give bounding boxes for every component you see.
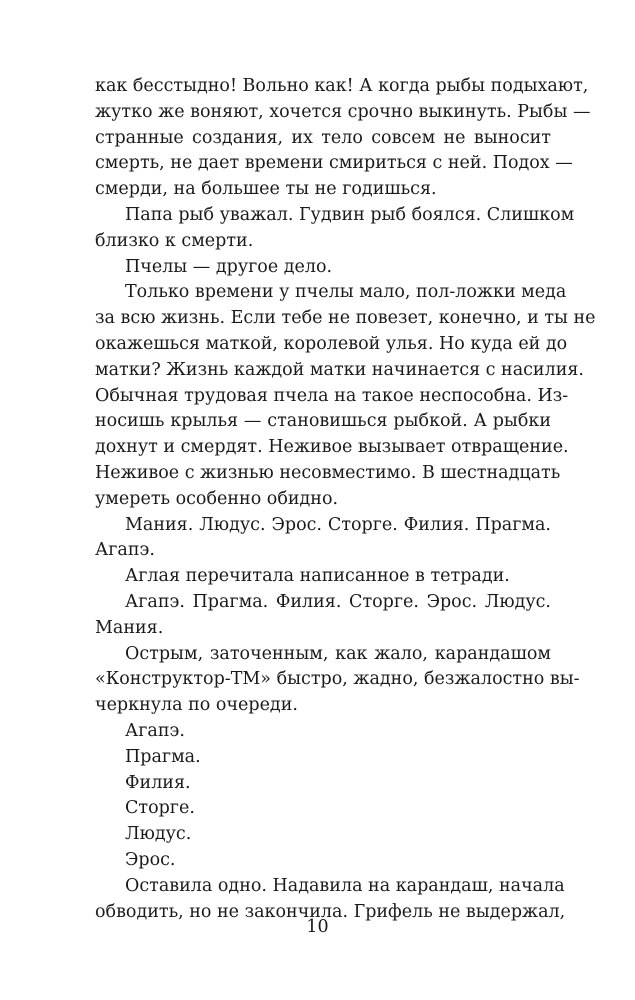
text-line: Агапэ. — [95, 540, 155, 561]
text-line: Аглая перечитала написанное в тетради. — [125, 566, 510, 587]
text-line: Агапэ. — [125, 720, 185, 741]
text-line: Прагма. — [125, 746, 201, 767]
text-line: окажешься маткой, королевой улья. Но куда ей до — [95, 333, 568, 354]
text-line: Агапэ. Прагма. Филия. Сторге. Эрос. Людус. — [125, 591, 551, 612]
text-line: Мания. — [95, 617, 164, 638]
text-line: «Конструктор-ТМ» быстро, жадно, безжалостно вы- — [95, 669, 580, 690]
text-line: обводить, но не закончила. Грифель не выдержал, — [95, 901, 566, 922]
text-line: Людус. — [125, 824, 192, 845]
text-line: Мания. Людус. Эрос. Сторге. Филия. Прагма. — [125, 514, 551, 535]
text-line: за всю жизнь. Если тебе не повезет, конечно, и ты не — [95, 308, 596, 329]
text-line: как бесстыдно! Вольно как! А когда рыбы подыхают, — [95, 76, 589, 96]
text-line: дохнут и смердят. Неживое вызывает отвращение. — [95, 437, 569, 458]
text-line: близко к смерти. — [95, 230, 254, 251]
text-line: Оставила одно. Надавила на карандаш, начала — [125, 875, 565, 896]
page-number: 10 — [306, 917, 329, 937]
text-line: Только времени у пчелы мало, пол-ложки меда — [125, 282, 567, 303]
text-line: Пчелы — другое дело. — [125, 256, 333, 277]
text-line: Обычная трудовая пчела на такое неспособна. Из- — [95, 385, 569, 406]
text-line: смерди, на большее ты не годишься. — [95, 179, 437, 200]
text-line: умереть особенно обидно. — [95, 488, 339, 509]
text-line: носишь крылья — становишься рыбкой. А рыбки — [95, 411, 551, 432]
text-line: Неживое с жизнью несовместимо. В шестнадцать — [95, 462, 561, 483]
text-line: Филия. — [125, 772, 191, 793]
text-line: черкнула по очереди. — [95, 695, 298, 716]
text-line: Папа рыб уважал. Гудвин рыб боялся. Слишком — [125, 204, 575, 225]
text-line: матки? Жизнь каждой матки начинается с насилия. — [95, 359, 584, 380]
page-text — [95, 74, 596, 925]
text-line: странные создания, их тело совсем не выносит — [95, 127, 551, 148]
text-line: Сторге. — [125, 798, 195, 819]
text-line: Эрос. — [125, 849, 176, 870]
text-line: смерть, не дает времени смириться с ней. Подох — — [95, 153, 573, 174]
text-line: Острым, заточенным, как жало, карандашом — [125, 643, 551, 664]
text-line: жутко же воняют, хочется срочно выкинуть. Рыбы — — [95, 101, 591, 122]
